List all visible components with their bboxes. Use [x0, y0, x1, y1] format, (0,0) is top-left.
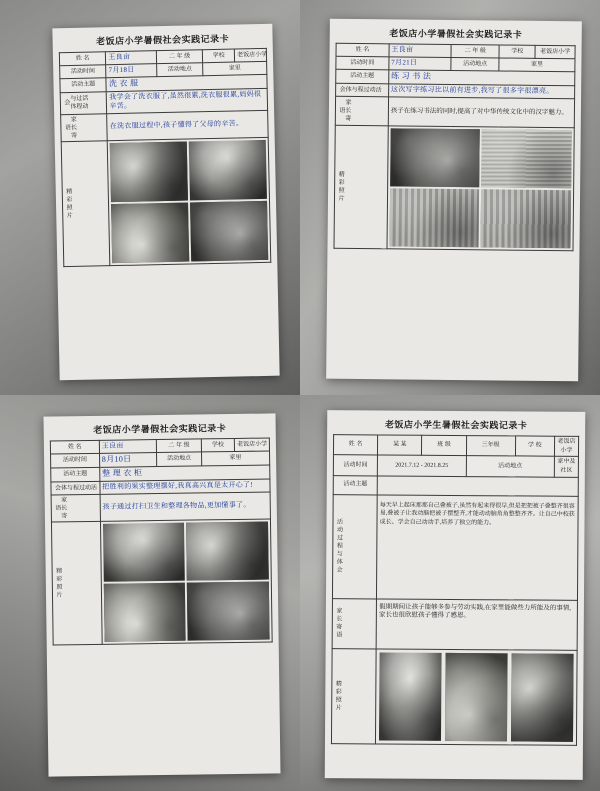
place-label: 活动地点	[466, 456, 555, 477]
box-photo	[186, 521, 268, 580]
name-value: 某 某	[378, 435, 422, 456]
photo-area	[100, 519, 272, 644]
school-label: 学校	[499, 45, 535, 58]
school-label: 学校	[201, 438, 235, 451]
calligraphy-paper-photo	[482, 129, 572, 188]
theme-value: 练 习 书 法	[389, 70, 575, 86]
theme-label: 活动主题	[51, 467, 100, 481]
process-value: 每天早上起床那那自己叠被子,虽然有起来得很早,但是把把被子叠整齐很容易,叠被子让我动脑把被子摆整齐,才能动动脑角角整整齐齐。让自己中校获成长、学会自己动动手,培养了独立的能力。	[377, 495, 579, 600]
process-value: 这次写字练习比以前有进步,我写了很多字很漂亮。	[388, 84, 574, 99]
page-title: 老饭店小学暑假社会实践记录卡	[96, 33, 230, 47]
name-label: 姓 名	[50, 440, 99, 454]
record-card-sheet-3	[43, 413, 280, 776]
photo-card-4	[300, 395, 600, 791]
girl-photo-1	[379, 652, 442, 740]
place-label: 活动地点	[157, 63, 204, 77]
basket-photo	[190, 201, 268, 262]
name-label: 姓 名	[59, 52, 106, 66]
copybook-photo-2	[481, 189, 571, 248]
table-row	[332, 494, 578, 600]
girl-photo-2	[445, 653, 508, 741]
theme-value: 洗 衣 服	[106, 74, 267, 91]
child-cleaning-photo-1	[104, 582, 186, 641]
theme-value: 整 理 衣 柜	[100, 465, 270, 481]
record-table	[59, 48, 271, 267]
table-row	[332, 598, 577, 650]
theme-label: 活动主题	[333, 475, 377, 494]
date-label: 活动时间	[336, 56, 389, 70]
table-row	[333, 475, 578, 496]
place-value: 家里	[499, 58, 575, 72]
grade-label: 二 年 级	[451, 44, 499, 58]
table-row	[331, 648, 577, 745]
name-label: 姓 名	[333, 435, 377, 456]
record-table	[333, 43, 575, 251]
grade-label: 班 级	[422, 435, 466, 456]
school-value: 老饭店小学	[535, 45, 575, 58]
record-table	[50, 437, 273, 645]
table-row	[61, 137, 271, 266]
place-value: 家里	[201, 451, 269, 466]
record-table	[331, 434, 579, 745]
parent-label: 家长寄语	[61, 113, 108, 141]
page-title: 老饭店小学暑假社会实践记录卡	[389, 28, 523, 40]
place-label: 活动地点	[157, 452, 202, 466]
photo-label: 精彩照片	[61, 140, 110, 266]
photo-card-2	[300, 0, 600, 395]
place-value: 家里	[203, 61, 267, 75]
parent-value: 假期期间让孩子能够多参与劳动实践,在家里能做些力所能及的事情,家长也很欣慰孩子懂得了感恩。	[376, 599, 577, 650]
name-value: 王良亩	[99, 440, 157, 454]
school-label: 学校	[203, 49, 235, 63]
table-row	[51, 519, 272, 645]
parent-value: 孩子通过打扫卫生和整理各物品,更加懂事了。	[100, 492, 271, 521]
process-value: 把胜利的果实整理摆好,我真高兴真是太开心了!	[100, 479, 270, 494]
parent-label: 家长寄语	[332, 598, 377, 648]
process-value: 我学会了洗衣服了,虽然很累,洗衣服很累,妈妈很辛苦。	[107, 88, 268, 113]
girl-photo-3	[511, 653, 574, 741]
theme-value	[377, 476, 578, 496]
grade-label: 二 年 级	[157, 439, 202, 453]
tidy-shelf-photo	[103, 522, 185, 581]
photo-label: 精彩照片	[331, 648, 376, 743]
pottery-wheel-photo	[110, 141, 188, 202]
theme-label: 活动主题	[60, 78, 107, 93]
school-value: 老饭店小学	[235, 48, 267, 62]
date-label: 活动时间	[60, 65, 107, 79]
table-row	[51, 492, 270, 522]
process-label: 活动过程与体会	[60, 92, 107, 115]
clay-pot-photo	[189, 140, 267, 201]
date-value: 7月21日	[389, 57, 451, 71]
school-value: 老饭店小学	[235, 438, 270, 451]
table-row	[335, 96, 574, 128]
record-card-sheet-1	[52, 24, 279, 381]
date-value: 7月18日	[106, 64, 157, 78]
parent-value: 孩子在练习书法的同时,提高了对中华传统文化中的汉字魅力。	[388, 97, 574, 128]
table-row	[333, 435, 578, 457]
page-title: 老饭店小学暑假社会实践记录卡	[93, 423, 227, 435]
record-card-sheet-4	[325, 410, 586, 780]
page-title: 老饭店小学生暑假社会实践记录卡	[384, 419, 528, 431]
name-value: 王良亩	[389, 44, 451, 58]
school-label: 学 校	[515, 436, 554, 457]
parent-label: 家长寄语	[51, 494, 100, 522]
photo-area	[108, 137, 271, 265]
grade-value: 三年级	[466, 436, 515, 457]
date-label: 活动时间	[333, 455, 377, 476]
name-value: 王良亩	[106, 51, 157, 65]
school-value: 老饭店小学	[554, 436, 578, 457]
table-row	[334, 125, 574, 250]
child-cleaning-photo-2	[187, 581, 269, 640]
date-label: 活动时间	[51, 453, 100, 467]
parent-label: 家长寄语	[335, 96, 388, 126]
date-value: 2021.7.12 - 2021.8.25	[378, 455, 467, 476]
place-label: 活动地点	[451, 57, 499, 71]
photo-area	[387, 126, 574, 251]
grade-label: 二 年 级	[156, 50, 203, 64]
theme-label: 活动主题	[336, 69, 389, 83]
place-value: 家中及社区	[554, 457, 578, 478]
process-label: 活动过程与体会	[332, 494, 377, 598]
table-row	[61, 110, 269, 141]
date-value: 8月10日	[99, 453, 157, 468]
process-label: 活动过程与体会	[336, 83, 389, 97]
name-label: 姓 名	[336, 43, 389, 57]
parent-value: 在洗衣服过程中,孩子懂得了父母的辛苦。	[107, 110, 268, 140]
photo-card-1	[0, 0, 300, 395]
photo-card-3	[0, 395, 300, 791]
process-label: 活动过程与体会	[51, 481, 100, 495]
terracotta-figures-photo	[111, 202, 189, 263]
copybook-photo-1	[389, 188, 479, 247]
table-row	[333, 455, 578, 477]
photo-label: 精彩照片	[51, 521, 102, 645]
record-card-sheet-2	[326, 19, 582, 382]
photo-area	[376, 649, 577, 745]
writing-practice-photo	[390, 128, 480, 187]
photo-label: 精彩照片	[334, 125, 388, 249]
